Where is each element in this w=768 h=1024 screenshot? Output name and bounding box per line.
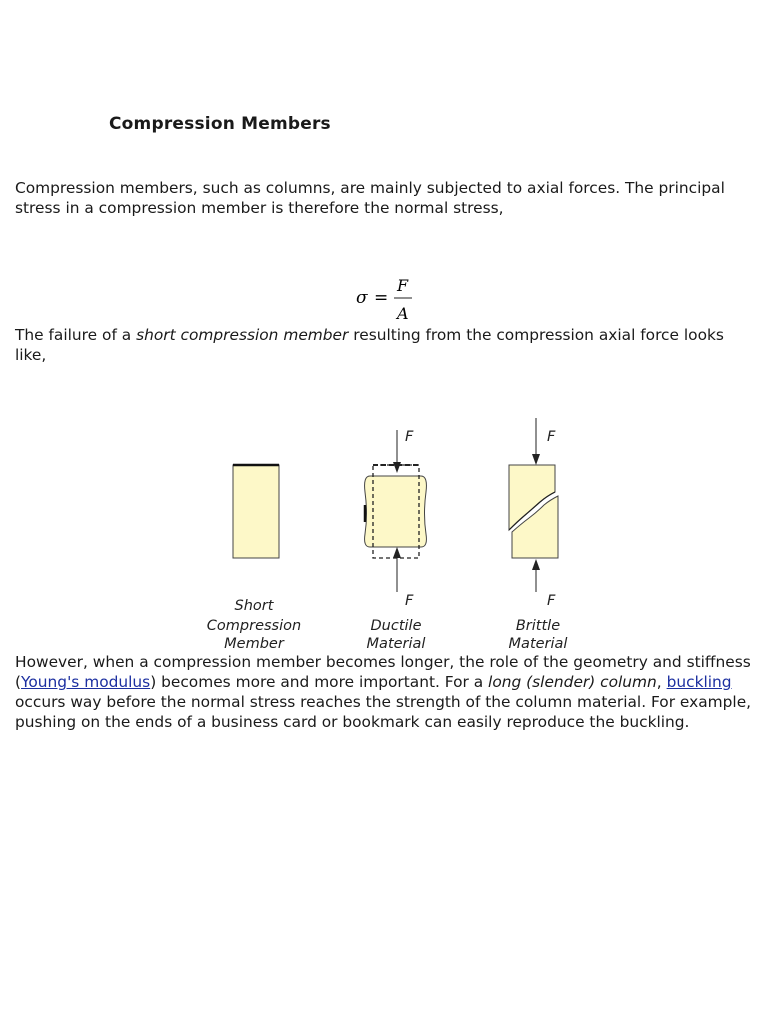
brittle-label-line1: Brittle	[515, 618, 561, 634]
formula-numerator: F	[397, 276, 409, 295]
slender-column-term: long (slender) column	[488, 673, 657, 691]
ductile-top-force-label: F	[405, 429, 414, 445]
formula-denominator: A	[397, 304, 409, 323]
short-member-diagram	[233, 465, 279, 558]
failure-text-start: The failure of a	[15, 326, 137, 344]
buckling-text-1: However, when a compression member becomes longer, the role of the geometry and stiffness (	[15, 653, 751, 691]
ductile-bottom-force-label: F	[405, 593, 414, 609]
failure-text-end: resulting from the compression axial force looks like,	[15, 326, 724, 364]
brittle-member-diagram	[509, 418, 558, 609]
ductile-bulged-block	[365, 476, 427, 547]
brittle-bottom-force-label: F	[547, 593, 556, 609]
ductile-label-line1: Ductile	[370, 618, 422, 634]
buckling-paragraph	[15, 652, 757, 732]
short-member-block	[233, 465, 279, 558]
short-label-line2: Compression	[206, 618, 302, 634]
failure-italic-term: short compression member	[136, 326, 349, 344]
brittle-label-line2: Material	[508, 636, 568, 652]
ductile-top-arrow-icon	[393, 462, 401, 473]
sigma-symbol: σ	[356, 288, 368, 308]
ductile-member-diagram	[365, 429, 427, 609]
failure-paragraph	[15, 325, 757, 365]
compression-failure-figure	[195, 410, 595, 656]
buckling-link[interactable]: buckling	[666, 673, 732, 691]
brittle-top-arrow-icon	[532, 454, 540, 465]
buckling-text-2: ) becomes more and more important. For a	[150, 673, 489, 691]
ductile-label-line2: Material	[366, 636, 426, 652]
brittle-top-force-label: F	[547, 429, 556, 445]
normal-stress-formula	[352, 272, 422, 326]
brittle-bottom-arrow-icon	[532, 559, 540, 570]
figure-labels	[207, 598, 568, 652]
youngs-modulus-link[interactable]: Young's modulus	[21, 673, 151, 691]
intro-paragraph: Compression members, such as columns, are mainly subjected to axial forces. The principal stress in a compression member is therefore the normal stress,	[15, 179, 725, 217]
buckling-text-4: occurs way before the normal stress reaches the strength of the column material. For example, pushing on the ends of a business card or bookmark can easily reproduce the buckling.	[15, 693, 752, 731]
equals-sign: =	[374, 288, 389, 308]
buckling-text-3: ,	[656, 673, 667, 691]
page-title: Compression Members	[109, 114, 331, 134]
short-label-line3: Member	[224, 636, 284, 652]
ductile-bottom-arrow-icon	[393, 547, 401, 558]
short-label-line1: Short	[234, 598, 274, 614]
